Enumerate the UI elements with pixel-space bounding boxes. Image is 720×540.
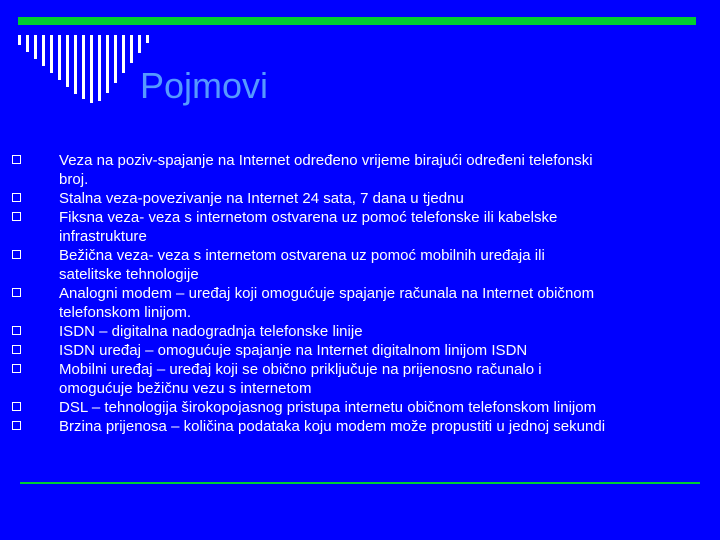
bullet-text: DSL – tehnologija širokopojasnog pristupa internetu običnom telefonskom linijom: [59, 399, 597, 416]
bullet-text: Veza na poziv-spajanje na Internet određeno vrijeme birajući određeni telefonski: [59, 152, 593, 169]
bullet-text-continued: omogućuje bežičnu vezu s internetom: [59, 380, 312, 397]
bullet-text: Stalna veza-povezivanje na Internet 24 sata, 7 dana u tjednu: [59, 190, 464, 207]
square-bullet-icon: [12, 364, 21, 373]
stripe: [138, 35, 141, 53]
list-item: [12, 208, 712, 246]
slide-title: Pojmovi: [140, 65, 269, 106]
decorative-stripes: [18, 35, 153, 105]
square-bullet-icon: [12, 155, 21, 164]
stripe: [58, 35, 61, 80]
stripe: [98, 35, 101, 101]
stripe: [90, 35, 93, 103]
square-bullet-icon: [12, 212, 21, 221]
list-item: [12, 322, 712, 341]
list-item: [12, 341, 712, 360]
square-bullet-icon: [12, 326, 21, 335]
square-bullet-icon: [12, 250, 21, 259]
list-item: [12, 417, 712, 436]
stripe: [82, 35, 85, 99]
stripe: [106, 35, 109, 93]
square-bullet-icon: [12, 421, 21, 430]
square-bullet-icon: [12, 288, 21, 297]
square-bullet-icon: [12, 193, 21, 202]
bullet-list: [12, 151, 712, 436]
stripe: [50, 35, 53, 73]
bullet-text: Mobilni uređaj – uređaj koji se obično priključuje na prijenosno računalo i: [59, 361, 542, 378]
list-item: [12, 189, 712, 208]
stripe: [122, 35, 125, 73]
bullet-text-continued: broj.: [59, 171, 89, 188]
stripe: [66, 35, 69, 87]
bullet-text-continued: telefonskom linijom.: [59, 304, 192, 321]
list-item: [12, 284, 712, 322]
list-item: [12, 151, 712, 189]
stripe: [18, 35, 21, 45]
bullet-text: ISDN uređaj – omogućuje spajanje na Internet digitalnom linijom ISDN: [59, 342, 528, 359]
list-item: [12, 246, 712, 284]
bullet-text: ISDN – digitalna nadogradnja telefonske linije: [59, 323, 363, 340]
stripe: [26, 35, 29, 52]
stripe: [146, 35, 149, 43]
square-bullet-icon: [12, 402, 21, 411]
list-item: [12, 360, 712, 398]
stripe: [42, 35, 45, 66]
stripe: [34, 35, 37, 59]
bullet-text-continued: infrastrukture: [59, 228, 147, 245]
stripe: [130, 35, 133, 63]
bullet-text: Bežična veza- veza s internetom ostvarena uz pomoć mobilnih uređaja ili: [59, 247, 545, 264]
bullet-text: Brzina prijenosa – količina podataka koju modem može propustiti u jednoj sekundi: [59, 418, 606, 435]
bullet-text: Analogni modem – uređaj koji omogućuje spajanje računala na Internet običnom: [59, 285, 595, 302]
bottom-accent-line: [20, 482, 700, 484]
bullet-text: Fiksna veza- veza s internetom ostvarena uz pomoć telefonske ili kabelske: [59, 209, 558, 226]
stripe: [114, 35, 117, 83]
stripe: [74, 35, 77, 94]
list-item: [12, 398, 712, 417]
square-bullet-icon: [12, 345, 21, 354]
top-accent-bar: [18, 17, 696, 25]
bullet-text-continued: satelitske tehnologije: [59, 266, 199, 283]
